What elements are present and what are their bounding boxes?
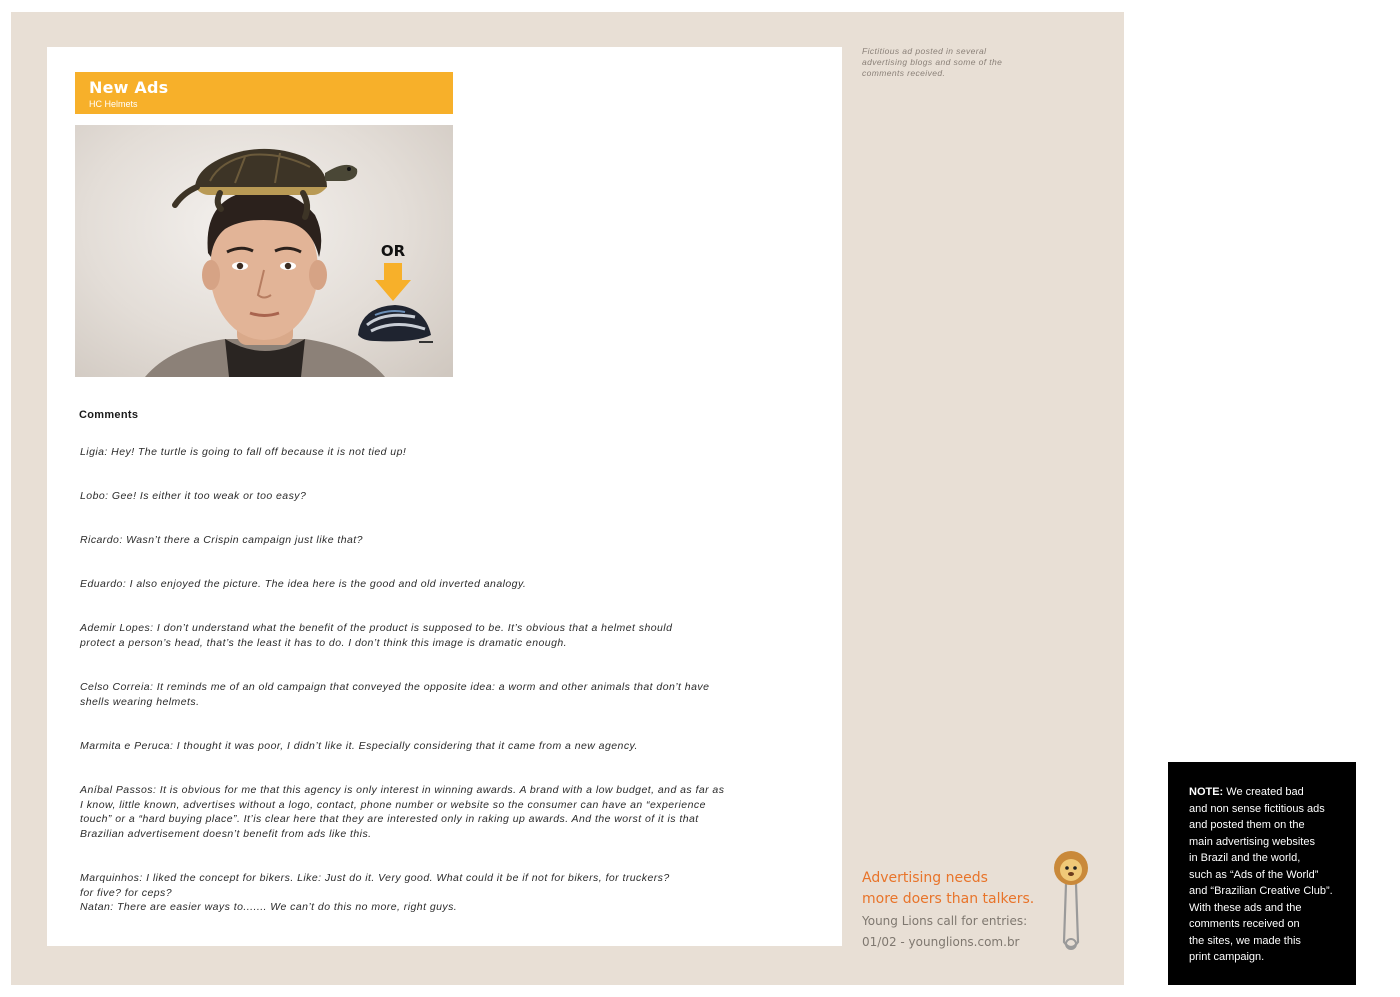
campaign-note-box <box>1168 762 1356 985</box>
comment: Aníbal Passos: It is obvious for me that this agency is only interest in winning awards. A brand with a low budget, and as far as I know, little known, advertises without a logo, contact, phone number or website so the consumer can have an “experience touch” or a “hard buying place”. It’is clear here that they are interested only in raking up awards. And the worst of it is that Brazilian advertisement doesn’t benefit from ads like this. <box>80 784 725 840</box>
note-line: the sites, we made this <box>1189 934 1301 947</box>
note-line: comments received on <box>1189 918 1300 930</box>
comment: Celso Correia: It reminds me of an old campaign that conveyed the opposite idea: a worm and other animals that don’t have shells wearing helmets. <box>80 681 710 708</box>
tagline-line-1: Advertising needs <box>862 870 988 886</box>
comment: Marmita e Peruca: I thought it was poor, I didn’t like it. Especially considering that it came from a new agency. <box>80 740 638 752</box>
ad-title: New Ads <box>89 78 169 97</box>
arrow-down-icon <box>375 263 411 301</box>
ad-photo <box>75 125 453 377</box>
or-label: OR <box>380 242 406 260</box>
right-ear <box>309 260 327 290</box>
note-line: With these ads and the <box>1189 901 1302 914</box>
ad-header-banner <box>75 72 453 114</box>
tagline-line-2: more doers than talkers. <box>862 891 1035 907</box>
note-line: We created bad <box>1223 786 1304 798</box>
note-line: such as “Ads of the World” <box>1189 868 1319 881</box>
comment: Ricardo: Wasn’t there a Crispin campaign just like that? <box>80 534 363 546</box>
comment: Eduardo: I also enjoyed the picture. The idea here is the good and old inverted analogy. <box>80 578 527 590</box>
comment: Ademir Lopes: I don’t understand what the benefit of the product is supposed to be. It’s obvious that a helmet should protect a person’s head, that’s the least it has to do. I don’t think this image is dramatic enough. <box>80 622 673 649</box>
entries-date-and-website: 01/02 - younglions.com.br <box>862 935 1020 949</box>
note-line: and “Brazilian Creative Club”. <box>1189 885 1333 897</box>
note-line: main advertising websites <box>1189 835 1315 848</box>
note-line: in Brazil and the world, <box>1189 852 1301 864</box>
comment: Lobo: Gee! Is either it too weak or too easy? <box>80 490 307 502</box>
comment: Marquinhos: I liked the concept for bikers. Like: Just do it. Very good. What could it be if not for bikers, for truckers? for five? for ceps? <box>80 872 670 899</box>
call-for-entries: Young Lions call for entries: <box>862 914 1028 928</box>
note-label: NOTE: <box>1189 786 1224 798</box>
comment: Ligia: Hey! The turtle is going to fall off because it is not tied up! <box>80 446 407 458</box>
left-ear <box>202 260 220 290</box>
left-pupil <box>237 263 243 269</box>
right-pupil <box>285 263 291 269</box>
ad-photo-illustration <box>75 125 453 377</box>
note-line: and non sense fictitious ads <box>1189 802 1325 815</box>
campaign-note-text <box>1189 784 1347 966</box>
comment: Natan: There are easier ways to....... We can’t do this no more, right guys. <box>80 901 458 913</box>
ad-subtitle: HC Helmets <box>89 99 138 109</box>
fictitious-ad-note: Fictitious ad posted in several advertising blogs and some of the comments received. <box>862 46 1003 78</box>
comments-heading: Comments <box>79 409 139 421</box>
note-line: and posted them on the <box>1189 819 1305 831</box>
note-line: print campaign. <box>1189 951 1265 963</box>
lion-safety-pin-icon <box>1046 850 1096 954</box>
bike-helmet-illustration <box>358 305 433 343</box>
